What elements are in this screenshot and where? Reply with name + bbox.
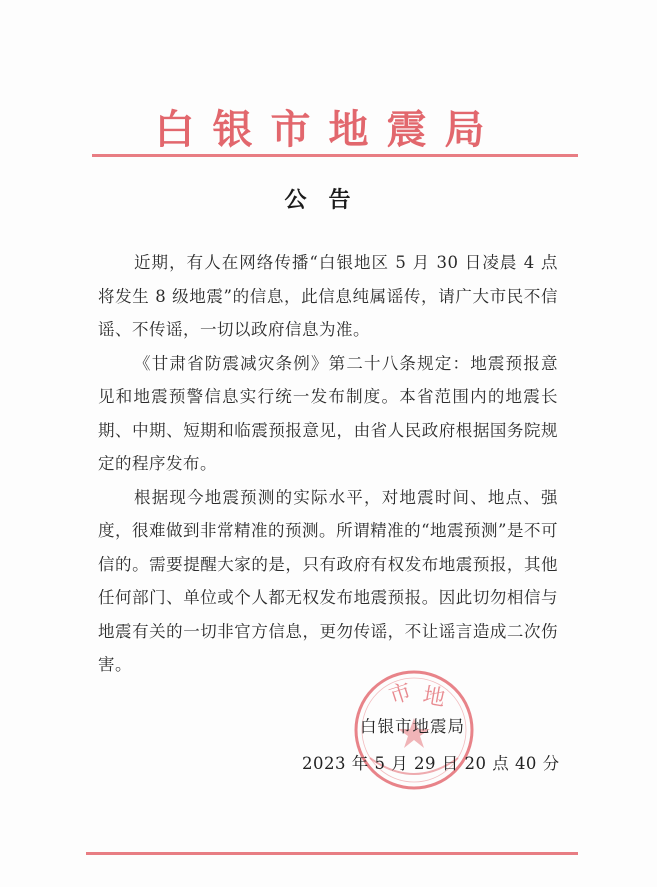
svg-text:地: 地 (420, 683, 447, 712)
signature-org: 白银市地震局 (360, 717, 465, 736)
notice-body (98, 246, 558, 682)
paragraph-3: 根据现今地震预测的实际水平，对地震时间、地点、强度，很难做到非常精准的预测。所谓精准的“地震预测”是不可信的。需要提醒大家的是，只有政府有权发布地震预报，其他任何部门、单位或个人都无权发布地震预报。因此切勿相信与地震有关的一切非官方信息，更勿传谣，不让谣言造成二次伤害。 (98, 487, 558, 674)
svg-text:市: 市 (386, 679, 415, 710)
paragraph-1: 近期，有人在网络传播“白银地区 5 月 30 日凌晨 4 点将发生 8 级地震”的信息，此信息纯属谣传，请广大市民不信谣、不传谣，一切以政府信息为准。 (98, 253, 558, 339)
agency-header: 白银市地震局 (154, 106, 503, 153)
signature-date: 2023 年 5 月 29 日 20 点 40 分 (302, 754, 560, 773)
footer-divider (86, 852, 578, 855)
notice-title: 公告 (284, 187, 373, 213)
paragraph-2: 《甘肃省防震减灾条例》第二十八条规定：地震预报意见和地震预警信息实行统一发布制度。本省范围内的地震长期、中期、短期和临震预报意见，由省人民政府根据国务院规定的程序发布。 (98, 353, 558, 473)
header-divider (92, 154, 578, 157)
